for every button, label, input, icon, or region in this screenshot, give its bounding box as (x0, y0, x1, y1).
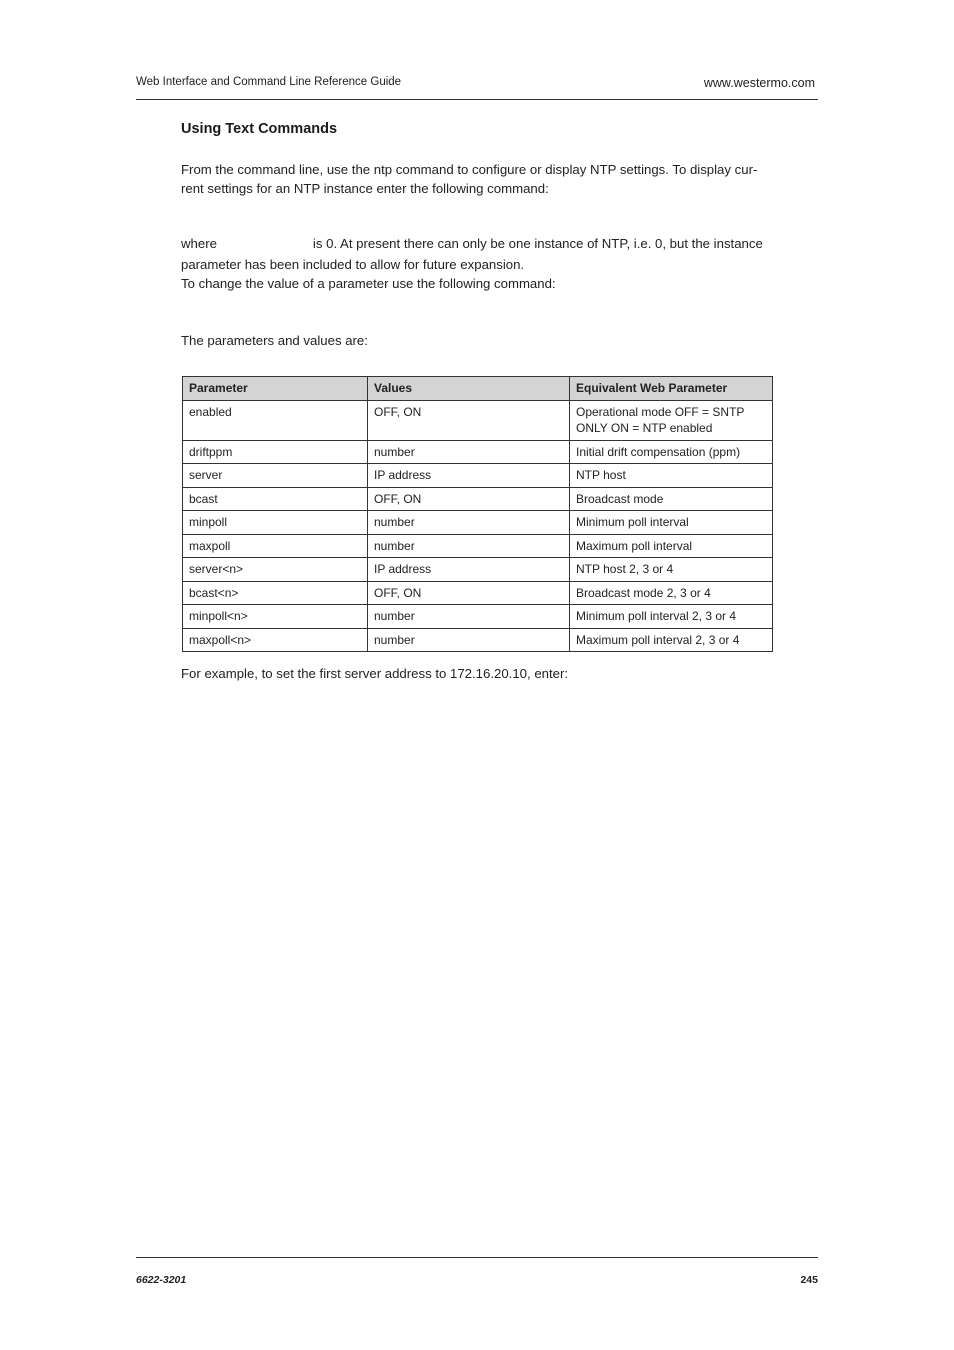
intro-line-1: From the command line, use the ntp command to configure or display NTP settings. To display cur- (181, 162, 758, 177)
cell-values: IP address (368, 464, 570, 488)
cell-web-parameter: Broadcast mode 2, 3 or 4 (570, 581, 773, 605)
cell-web-parameter: Minimum poll interval 2, 3 or 4 (570, 605, 773, 629)
section-heading: Using Text Commands (181, 121, 338, 137)
cell-parameter: server<n> (183, 558, 368, 582)
header-parameter: Parameter (183, 377, 368, 401)
cell-web-parameter: Maximum poll interval 2, 3 or 4 (570, 628, 773, 652)
header-divider (136, 99, 818, 100)
cell-parameter: driftppm (183, 440, 368, 464)
table-row (183, 628, 773, 652)
cell-values: number (368, 628, 570, 652)
cell-web-parameter: NTP host (570, 464, 773, 488)
cell-values: OFF, ON (368, 487, 570, 511)
cell-web-parameter: NTP host 2, 3 or 4 (570, 558, 773, 582)
params-intro: The parameters and values are: (181, 333, 368, 348)
footer-doc-number: 6622-3201 (136, 1274, 187, 1286)
table-row (183, 558, 773, 582)
header-values: Values (368, 377, 570, 401)
where-paragraph (181, 234, 781, 293)
cell-values: number (368, 605, 570, 629)
cell-web-parameter: Minimum poll interval (570, 511, 773, 535)
header-website: www.westermo.com (703, 76, 815, 90)
cell-values: IP address (368, 558, 570, 582)
cell-parameter: bcast (183, 487, 368, 511)
cell-parameter: maxpoll (183, 534, 368, 558)
cell-values: OFF, ON (368, 400, 570, 440)
cell-values: number (368, 440, 570, 464)
cell-parameter: enabled (183, 400, 368, 440)
example-line: For example, to set the first server address to 172.16.20.10, enter: (181, 666, 569, 681)
table-header-row (183, 377, 773, 401)
table-row (183, 440, 773, 464)
change-line: To change the value of a parameter use the following command: (181, 276, 556, 291)
cell-values: number (368, 511, 570, 535)
cell-values: number (368, 534, 570, 558)
cell-parameter: server (183, 464, 368, 488)
where-rest: is 0. At present there can only be one instance of NTP, i.e. 0, but the instance (312, 236, 763, 251)
header-web-parameter: Equivalent Web Parameter (570, 377, 773, 401)
table-row (183, 534, 773, 558)
cell-web-parameter: Broadcast mode (570, 487, 773, 511)
where-line-2: parameter has been included to allow for future expansion. (181, 257, 525, 272)
cell-parameter: maxpoll<n> (183, 628, 368, 652)
cell-values: OFF, ON (368, 581, 570, 605)
footer-page-number: 245 (800, 1274, 818, 1286)
intro-paragraph (181, 160, 773, 198)
table-row (183, 487, 773, 511)
cell-parameter: bcast<n> (183, 581, 368, 605)
where-word: where (181, 236, 217, 251)
cell-parameter: minpoll (183, 511, 368, 535)
table-row (183, 400, 773, 440)
cell-parameter: minpoll<n> (183, 605, 368, 629)
table-row (183, 464, 773, 488)
footer-divider (136, 1257, 818, 1258)
table-row (183, 511, 773, 535)
intro-line-2: rent settings for an NTP instance enter the following command: (181, 181, 549, 196)
parameters-table (182, 376, 773, 652)
table-row (183, 581, 773, 605)
cell-web-parameter: Operational mode OFF = SNTP ONLY ON = NTP enabled (570, 400, 773, 440)
table-row (183, 605, 773, 629)
cell-web-parameter: Initial drift compensation (ppm) (570, 440, 773, 464)
header-title: Web Interface and Command Line Reference Guide (136, 76, 402, 88)
cell-web-parameter: Maximum poll interval (570, 534, 773, 558)
where-line-1 (181, 234, 781, 253)
